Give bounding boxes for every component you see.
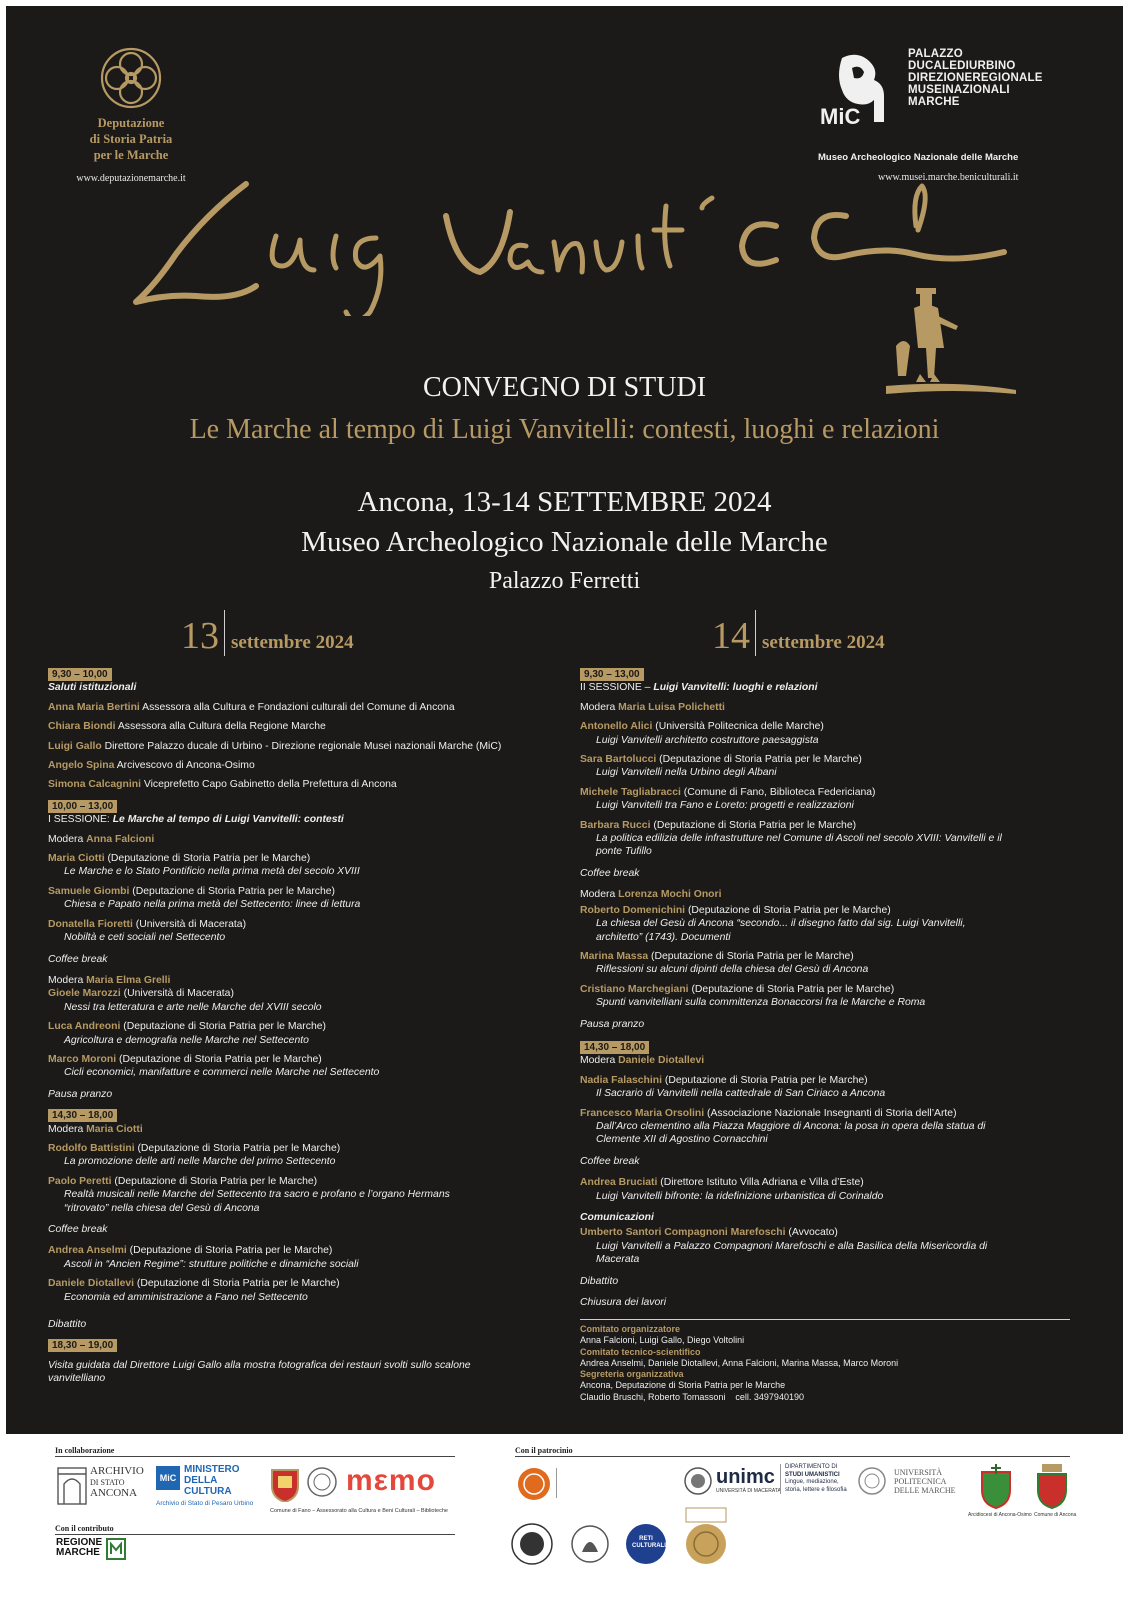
organization-divider	[580, 1319, 1070, 1320]
talk-row	[580, 819, 1080, 832]
patrocinio-line	[515, 1456, 1070, 1457]
speaker-name: Anna Maria Bertini	[48, 701, 140, 713]
speaker-affiliation: (Deputazione di Storia Patria per le Marche)	[685, 904, 891, 916]
coffee-break: Coffee break	[580, 867, 640, 879]
speaker-affiliation: (Associazione Nazionale Insegnanti di Storia dell’Arte)	[704, 1107, 957, 1119]
regione-l2: MARCHE	[56, 1547, 100, 1558]
uniurb-text-block	[556, 1468, 657, 1498]
patrocinio-label: Con il patrocinio	[515, 1446, 573, 1455]
speaker-affiliation: (Deputazione di Storia Patria per le Marche)	[129, 885, 336, 897]
archivio-l2: DI STATO	[90, 1478, 125, 1487]
talk-row	[48, 987, 568, 1000]
deputazione-name-3: per le Marche	[93, 148, 169, 162]
regione-marche-logo	[56, 1538, 102, 1558]
speaker-role: Assessora alla Cultura della Regione Marche	[117, 721, 326, 733]
moderator-label: Modera	[580, 889, 619, 901]
speaker-name: Samuele Giombi	[48, 885, 130, 897]
speaker-affiliation: (Deputazione di Storia Patria per le Marche)	[656, 754, 862, 766]
session-title: Luigi Vanvitelli: luoghi e relazioni	[653, 682, 818, 694]
unimc-logo: unimc	[716, 1466, 775, 1488]
contributo-line	[55, 1534, 455, 1535]
session-label: I SESSIONE:	[48, 814, 113, 826]
speaker-affiliation: (Deputazione di Storia Patria per le Marche)	[650, 819, 857, 831]
talk-row	[48, 1053, 568, 1066]
talk-title: La politica edilizia delle infrastrutture nel Comune di Ascoli nel secolo XVIII: Vanvitelli e il	[596, 833, 1002, 845]
session-label: II SESSIONE –	[580, 682, 654, 694]
time-badge: 14,30 – 18,00	[580, 1041, 649, 1054]
talk-title: La chiesa del Gesù di Ancona “secondo... il disegno fatto dal sig. Luigi Vanvitelli,	[596, 918, 966, 930]
reti-l1: RETI	[639, 1536, 653, 1542]
reti-l2: CULTURALI	[632, 1543, 666, 1549]
talk-row	[48, 1175, 568, 1188]
session-heading	[580, 681, 1080, 694]
speaker-affiliation: (Deputazione di Storia Patria per le Marche)	[134, 1278, 340, 1290]
speaker-name: Luigi Gallo	[48, 740, 102, 752]
moderator-row	[48, 974, 568, 987]
talk-row	[580, 1176, 1080, 1189]
time-badge: 10,00 – 13,00	[48, 800, 117, 813]
studi-l1: DIPARTIMENTO DI	[785, 1464, 838, 1470]
org-committee-members: Anna Falcioni, Luigi Gallo, Diego Voltolini	[580, 1335, 745, 1346]
arcidiocesi-caption: Arcidiocesi di Ancona-Osimo	[968, 1512, 1032, 1518]
ministero-sub: Archivio di Stato di Pesaro Urbino	[156, 1500, 254, 1507]
speaker-affiliation: (Università Politecnica delle Marche)	[652, 721, 824, 733]
moderator-name: Maria Ciotti	[86, 1123, 143, 1135]
archivio-l1: ARCHIVIO	[90, 1465, 144, 1477]
lunch-break: Pausa pranzo	[48, 1088, 113, 1100]
speaker-name: Umberto Santori Compagnoni Marefoschi	[580, 1227, 786, 1239]
studi-l3: Lingue, mediazione,	[785, 1479, 839, 1485]
talk-row	[580, 950, 1080, 963]
scientific-committee-label: Comitato tecnico-scientifico	[580, 1346, 701, 1357]
talk-title: Realtà musicali nelle Marche del Settecento tra sacro e profano e l’organo Hermans	[64, 1189, 450, 1201]
secretariat-label: Segreteria organizzativa	[580, 1369, 684, 1380]
speaker-name: Chiara Biondi	[48, 721, 116, 733]
day2-month: settembre 2024	[762, 632, 885, 653]
speaker-name: Paolo Peretti	[48, 1175, 112, 1187]
speaker-affiliation: (Direttore Istituto Villa Adriana e Villa d’Este)	[657, 1177, 864, 1189]
coffee-break: Coffee break	[48, 953, 108, 965]
mic-subtitle: Museo Archeologico Nazionale delle Marche	[818, 152, 1019, 163]
fano-crest-icon	[268, 1466, 302, 1502]
talk-title: Ascoli in “Ancien Regime”: strutture politiche e dinamiche sociali	[64, 1258, 359, 1270]
talk-title-cont: Macerata	[596, 1254, 640, 1266]
speaker-affiliation: (Deputazione di Storia Patria per le Marche)	[126, 1245, 333, 1257]
talk-title-cont: architetto” (1743). Documenti	[596, 931, 731, 943]
talk-row	[580, 720, 1080, 733]
speaker-affiliation: (Deputazione di Storia Patria per le Marche)	[104, 853, 311, 865]
talk-row	[48, 885, 568, 898]
conference-subtitle: Le Marche al tempo di Luigi Vanvitelli: contesti, luoghi e relazioni	[189, 414, 940, 445]
talk-title: Economia ed amministrazione a Fano nel Settecento	[64, 1291, 308, 1303]
day1-month: settembre 2024	[231, 632, 354, 653]
speaker-name: Barbara Rucci	[580, 819, 651, 831]
biblioteca-seal-icon	[306, 1466, 338, 1498]
communications-label: Comunicazioni	[580, 1212, 654, 1223]
talk-title: Luigi Vanvitelli tra Fano e Loreto: progetti e realizzazioni	[596, 800, 854, 812]
speaker-role: Direttore Palazzo ducale di Urbino - Direzione regionale Musei nazionali Marche (MiC)	[104, 740, 502, 752]
coffee-break: Coffee break	[580, 1155, 640, 1167]
arch-icon	[56, 1464, 88, 1506]
talk-title: Luigi Vanvitelli architetto costruttore paesaggista	[596, 734, 819, 746]
speaker-affiliation: (Deputazione di Storia Patria per le Marche)	[688, 983, 895, 995]
regione-marche-icon	[106, 1538, 126, 1560]
talk-title-cont: ponte Tufillo	[596, 846, 652, 858]
event-venue: Museo Archeologico Nazionale delle Marche	[301, 526, 828, 558]
moderator-label: Modera	[580, 701, 619, 713]
speaker-name: Gioele Marozzi	[48, 988, 121, 1000]
speaker-row	[48, 740, 568, 753]
accademia-seal-icon	[510, 1522, 554, 1566]
speaker-role: Viceprefetto Capo Gabinetto della Prefettura di Ancona	[143, 779, 397, 791]
talk-row	[48, 852, 568, 865]
talk-row	[580, 786, 1080, 799]
talk-title: Luigi Vanvitelli nella Urbino degli Albani	[596, 767, 777, 779]
moderator-label: Modera	[48, 833, 87, 845]
speaker-name: Andrea Bruciati	[580, 1177, 658, 1189]
reti-culturali-label	[632, 1536, 666, 1550]
univpm-l2: POLITECNICA	[894, 1477, 947, 1486]
day1-program	[48, 666, 568, 1386]
speaker-row	[48, 720, 568, 733]
mic-lines	[908, 48, 1043, 108]
talk-title-cont: “ritrovato” nella chiesa del Gesù di Ancona	[64, 1202, 260, 1214]
talk-row	[48, 1244, 568, 1257]
coffee-break: Coffee break	[48, 1224, 108, 1235]
deputazione-name-1: Deputazione	[97, 116, 165, 130]
comune-caption: Comune di Ancona	[1034, 1512, 1077, 1518]
talk-row	[48, 918, 568, 931]
talk-title: La promozione delle arti nelle Marche del primo Settecento	[64, 1156, 336, 1168]
speaker-affiliation: (Avvocato)	[785, 1227, 838, 1239]
speaker-name: Roberto Domenichini	[580, 904, 686, 916]
convegno-title: CONVEGNO DI STUDI	[422, 372, 707, 403]
speaker-name: Sara Bartolucci	[580, 754, 657, 766]
unimc-seal-icon	[683, 1466, 713, 1496]
mic-logo-text: MiC	[820, 104, 861, 129]
archivio-l3: ANCONA	[90, 1487, 138, 1499]
memo-logo: mεmo	[346, 1464, 436, 1497]
speaker-affiliation: (Università di Macerata)	[132, 918, 247, 930]
comune-ancona-crest-icon	[1034, 1462, 1070, 1510]
talk-title: Luigi Vanvitelli bifronte: la ridefinizione urbanistica di Corinaldo	[596, 1190, 884, 1202]
talk-title: Dall’Arco clementino alla Piazza Maggiore di Ancona: la posa in opera della statua di	[596, 1120, 986, 1132]
debate: Dibattito	[580, 1275, 619, 1287]
talk-row	[580, 983, 1080, 996]
speaker-name: Francesco Maria Orsolini	[580, 1107, 705, 1119]
secretariat-contacts: Claudio Bruschi, Roberto Tomassoni cell. 3497940190	[580, 1391, 804, 1402]
speaker-name: Daniele Diotallevi	[48, 1278, 135, 1290]
speaker-name: Simona Calcagnini	[48, 779, 141, 791]
ministero-l3: CULTURA	[184, 1486, 232, 1497]
talk-row	[580, 1107, 1080, 1120]
talk-title: Riflessioni su alcuni dipinti della chiesa del Gesù di Ancona	[596, 964, 869, 976]
moderator-name: Daniele Diotallevi	[618, 1055, 705, 1067]
speaker-affiliation: (Deputazione di Storia Patria per le Marche)	[111, 1175, 318, 1187]
deputazione-url[interactable]: www.deputazionemarche.it	[76, 173, 186, 184]
talk-row	[48, 1020, 568, 1033]
speaker-name: Angelo Spina	[48, 760, 115, 772]
speaker-name: Maria Ciotti	[48, 853, 105, 865]
event-palazzo: Palazzo Ferretti	[488, 568, 641, 594]
org-committee-label: Comitato organizzatore	[580, 1324, 681, 1335]
speaker-name: Andrea Anselmi	[48, 1245, 127, 1257]
talk-title: Spunti vanvitelliani sulla committenza Bonaccorsi fra le Marche e Roma	[596, 997, 926, 1009]
time-badge: 14,30 – 18,00	[48, 1109, 117, 1122]
studi-l2: STUDI UMANISTICI	[785, 1471, 840, 1478]
moderator-name: Anna Falcioni	[86, 833, 155, 845]
speaker-name: Marina Massa	[580, 950, 649, 962]
talk-row	[580, 1226, 1080, 1239]
speaker-row	[48, 778, 568, 791]
uniurb-seal-icon	[516, 1466, 552, 1502]
talk-title: Chiesa e Papato nella prima metà del Settecento: linee di lettura	[64, 899, 361, 911]
moderator-label: Modera	[580, 1055, 619, 1067]
mic-line-4: MUSEINAZIONALI	[908, 84, 1010, 96]
day2-number: 14	[712, 615, 750, 657]
secretariat-address: Ancona, Deputazione di Storia Patria per le Marche	[580, 1380, 786, 1391]
scientific-committee-members: Andrea Anselmi, Daniele Diotallevi, Anna Falcioni, Marina Massa, Marco Moroni	[580, 1357, 899, 1368]
guided-tour-text: Visita guidata dal Direttore Luigi Gallo alla mostra fotografica dei restauri svolti sullo scalone	[48, 1359, 471, 1371]
mic-line-3: DIREZIONEREGIONALE	[908, 72, 1043, 84]
mic-url[interactable]: www.musei.marche.beniculturali.it	[878, 172, 1019, 183]
moderator-row	[580, 888, 1080, 901]
talk-title: Nessi tra letteratura e arte nelle Marche del XVIII secolo	[64, 1001, 322, 1013]
talk-title: Il Sacrario di Vanvitelli nella cattedrale di San Ciriaco a Ancona	[596, 1088, 886, 1100]
moderator-name: Maria Luisa Polichetti	[618, 701, 725, 713]
regione-l1: REGIONE	[56, 1537, 103, 1548]
mic-small-icon: MiC	[156, 1466, 180, 1490]
ministero-cultura-logo	[156, 1462, 266, 1508]
fano-caption: Comune di Fano – Assessorato alla Cultura e Beni Culturali – Biblioteche	[270, 1508, 448, 1514]
session-heading	[48, 813, 568, 826]
moderator-row	[580, 701, 1080, 714]
deputazione-name-2: di Storia Patria	[89, 132, 173, 146]
speaker-name: Cristiano Marchegiani	[580, 983, 689, 995]
speaker-name: Nadia Falaschini	[580, 1074, 662, 1086]
session-title: Saluti istituzionali	[48, 682, 137, 694]
speaker-name: Michele Tagliabracci	[580, 786, 681, 798]
session-title: Le Marche al tempo di Luigi Vanvitelli: contesti	[112, 814, 344, 826]
poster	[6, 6, 1123, 1434]
deputazione-logo	[66, 46, 196, 184]
speaker-row	[48, 759, 568, 772]
time-badge: 9,30 – 13,00	[580, 668, 644, 681]
speaker-affiliation: (Deputazione di Storia Patria per le Marche)	[116, 1053, 322, 1065]
mic-line-1: PALAZZO	[908, 48, 963, 60]
mic-line-5: MARCHE	[908, 96, 960, 108]
speaker-affiliation: (Deputazione di Storia Patria per le Marche)	[648, 950, 854, 962]
studi-umanistici-logo	[780, 1464, 847, 1494]
collab-line	[55, 1456, 455, 1457]
associazione-seal-icon	[570, 1522, 610, 1566]
event-date: Ancona, 13-14 SETTEMBRE 2024	[357, 486, 772, 518]
speaker-name: Luca Andreoni	[48, 1021, 121, 1033]
talk-title: Le Marche e lo Stato Pontificio nella prima metà del secolo XVIII	[64, 866, 360, 878]
speaker-name: Marco Moroni	[48, 1053, 117, 1065]
speaker-affiliation: (Deputazione di Storia Patria per le Marche)	[662, 1074, 868, 1086]
organization-info	[580, 1324, 1080, 1403]
speaker-role: Arcivescovo di Ancona-Osimo	[116, 760, 255, 772]
speaker-row	[48, 701, 568, 714]
moderator-name: Maria Elma Grelli	[86, 974, 171, 986]
speaker-affiliation: (Comune di Fano, Biblioteca Federiciana)	[680, 786, 876, 798]
talk-row	[580, 753, 1080, 766]
moderator-row	[48, 1123, 568, 1136]
talk-row	[580, 904, 1080, 917]
arcidiocesi-crest-icon	[976, 1462, 1016, 1510]
ministero-l2: DELLA	[184, 1475, 218, 1486]
time-badge: 18,30 – 19,00	[48, 1339, 117, 1352]
day1-number: 13	[181, 615, 219, 657]
talk-title: Luigi Vanvitelli a Palazzo Compagnoni Marefoschi e alla Basilica della Misericordia di	[596, 1240, 988, 1252]
moderator-label: Modera	[48, 1123, 87, 1135]
mic-line-2: DUCALEDIURBINO	[908, 60, 1016, 72]
univpm-l1: UNIVERSITÀ	[894, 1468, 942, 1477]
univpm-logo	[894, 1468, 956, 1495]
speaker-name: Rodolfo Battistini	[48, 1142, 135, 1154]
moderator-name: Lorenza Mochi Onori	[618, 889, 722, 901]
speaker-affiliation: (Università di Macerata)	[120, 988, 234, 1000]
moderator-row	[580, 1054, 1080, 1067]
talk-row	[48, 1142, 568, 1155]
talk-row	[48, 1277, 568, 1290]
unimc-sub: UNIVERSITÀ DI MACERATA	[716, 1488, 781, 1494]
ministero-l1: MINISTERO	[184, 1464, 240, 1475]
speaker-affiliation: (Deputazione di Storia Patria per le Marche)	[134, 1142, 341, 1154]
closing: Chiusura dei lavori	[580, 1297, 667, 1309]
speaker-role: Assessora alla Cultura e Fondazioni culturali del Comune di Ancona	[142, 701, 455, 713]
talk-title: Agricoltura e demografia nelle Marche nel Settecento	[64, 1034, 309, 1046]
day1-divider	[224, 610, 225, 656]
lunch-break: Pausa pranzo	[580, 1018, 645, 1030]
talk-title: Nobiltà e ceti sociali nel Settecento	[64, 932, 226, 944]
guided-tour-text-cont: vanvitelliano	[48, 1373, 106, 1385]
speaker-affiliation: (Deputazione di Storia Patria per le Marche)	[120, 1021, 326, 1033]
day2-program	[580, 666, 1080, 1403]
talk-title-cont: Clemente XII di Agostino Cornacchini	[596, 1134, 768, 1146]
talk-row	[580, 1074, 1080, 1087]
contributo-label: Con il contributo	[55, 1524, 114, 1533]
moderator-row	[48, 833, 568, 846]
moderator-label: Modera	[48, 974, 87, 986]
day2-divider	[755, 610, 756, 656]
speaker-name: Donatella Fioretti	[48, 918, 133, 930]
archivio-ancona-logo	[56, 1462, 156, 1508]
univpm-seal-icon	[857, 1466, 887, 1496]
univpm-l3: DELLE MARCHE	[894, 1486, 956, 1495]
talk-title: Cicli economici, manifatture e commerci nelle Marche nel Settecento	[64, 1067, 380, 1079]
debate: Dibattito	[48, 1319, 87, 1331]
studi-l4: storia, lettere e filosofia	[785, 1486, 847, 1493]
time-badge: 9,30 – 10,00	[48, 668, 112, 681]
deputazione-emblem-icon	[99, 46, 163, 110]
collab-label: In collaborazione	[55, 1446, 115, 1455]
speaker-name: Antonello Alici	[580, 721, 653, 733]
centro-studi-seal-icon	[680, 1506, 732, 1568]
